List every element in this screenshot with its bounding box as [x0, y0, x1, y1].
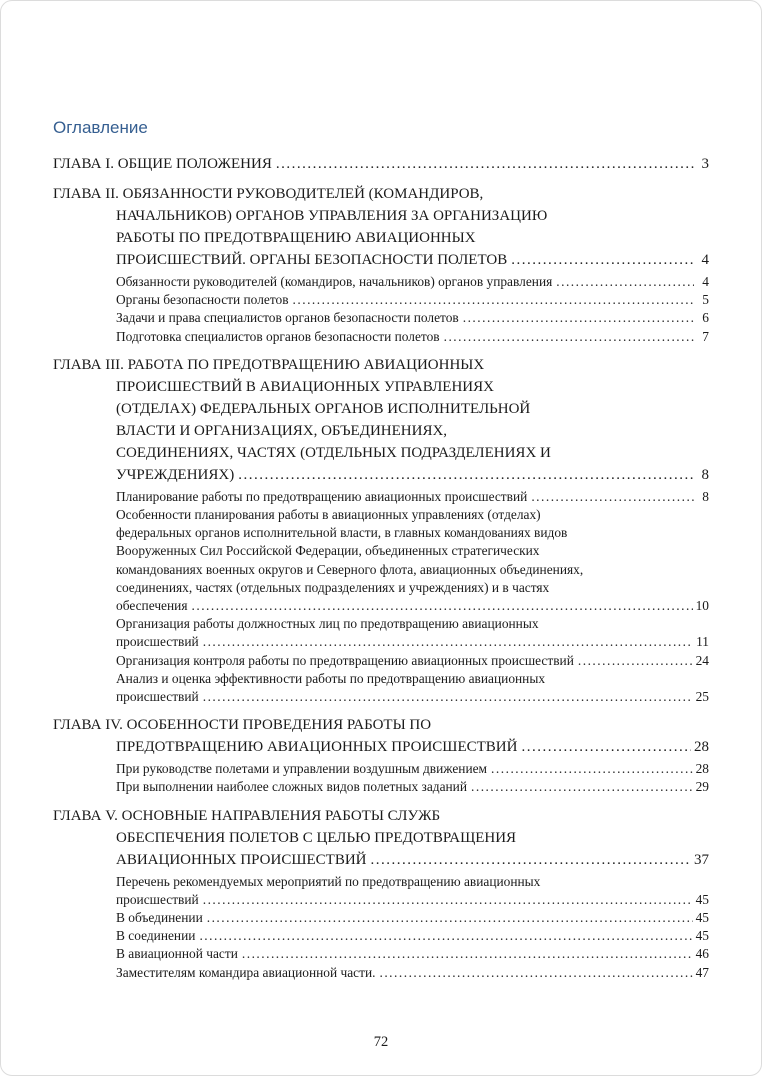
toc-entry-text: В соединении: [116, 928, 196, 944]
toc-entry-text: Планирование работы по предотвращению авиационных происшествий: [116, 488, 528, 504]
toc-entry-sub: [53, 328, 709, 346]
toc-entry-text: соединениях, частях (отдельных подразделениях и учреждениях) и в частях: [116, 579, 550, 595]
dot-leader: [444, 328, 694, 346]
dot-leader: [192, 597, 693, 615]
dot-leader: [203, 688, 693, 706]
dot-leader: [276, 153, 694, 175]
toc-entry-chapter: [53, 183, 709, 271]
toc-entry-sub: [53, 615, 709, 651]
toc-page-number: 8: [701, 466, 709, 483]
toc-entry-sub: [53, 670, 709, 706]
dot-leader: [203, 891, 693, 909]
toc-page-number: 47: [695, 964, 709, 980]
toc-page-number: 37: [694, 851, 709, 868]
dot-leader: [578, 652, 693, 670]
toc-entry-sub: [53, 273, 709, 291]
toc-entry-chapter: [53, 805, 709, 871]
toc-entry-text: ОБЕСПЕЧЕНИЯ ПОЛЕТОВ С ЦЕЛЬЮ ПРЕДОТВРАЩЕНИЯ: [116, 829, 517, 846]
dot-leader: [491, 760, 693, 778]
toc-entry-text: При руководстве полетами и управлении воздушным движением: [116, 761, 488, 777]
toc-entry-text: ВЛАСТИ И ОРГАНИЗАЦИЯХ, ОБЪЕДИНЕНИЯХ,: [116, 422, 448, 439]
toc-entry-text: Задачи и права специалистов органов безопасности полетов: [116, 310, 459, 326]
toc-entry-text: (ОТДЕЛАХ) ФЕДЕРАЛЬНЫХ ОРГАНОВ ИСПОЛНИТЕЛЬНОЙ: [116, 400, 531, 417]
toc-page-number: 4: [701, 252, 709, 268]
dot-leader: [379, 964, 692, 982]
toc-entry-text: Организация работы должностных лиц по предотвращению авиационных: [116, 616, 539, 632]
toc-page-number: 45: [695, 891, 709, 907]
toc-entry-text: Вооруженных Сил Российской Федерации, объединенных стратегических: [116, 543, 540, 559]
toc-entry-text: командованиях военных округов и Северного флота, авиационных объединениях,: [116, 561, 584, 577]
toc-entry-sub: [53, 964, 709, 982]
toc-entry-chapter: [53, 354, 709, 486]
toc-page-number: 11: [696, 634, 709, 650]
toc-heading: Оглавление: [53, 118, 148, 137]
toc-entry-text: Подготовка специалистов органов безопасности полетов: [116, 328, 440, 344]
toc-entry-text: АВИАЦИОННЫХ ПРОИСШЕСТВИЙ: [116, 851, 367, 868]
dot-leader: [371, 849, 692, 871]
toc-page-number: 46: [695, 946, 709, 962]
toc-entry-text: ПРЕДОТВРАЩЕНИЮ АВИАЦИОННЫХ ПРОИСШЕСТВИЙ: [116, 739, 518, 756]
toc-entry-sub: [53, 945, 709, 963]
toc-entry-text: Особенности планирования работы в авиационных управлениях (отделах): [116, 507, 541, 523]
toc-entry-text: федеральных органов исполнительной власти, в главных командованиях видов: [116, 525, 568, 541]
dot-leader: [463, 309, 694, 327]
toc-page-number: 6: [702, 310, 709, 326]
dot-leader: [207, 909, 693, 927]
toc-entry-text: ГЛАВА I. ОБЩИЕ ПОЛОЖЕНИЯ: [53, 156, 272, 172]
dot-leader: [531, 488, 694, 506]
toc-entry-text: Обязанности руководителей (командиров, начальников) органов управления: [116, 274, 553, 289]
dot-leader: [293, 291, 694, 309]
toc-entry-text: СОЕДИНЕНИЯХ, ЧАСТЯХ (ОТДЕЛЬНЫХ ПОДРАЗДЕЛЕНИЯХ И: [116, 444, 551, 461]
toc-entry-sub: [53, 909, 709, 927]
toc-entry-text: В авиационной части: [116, 946, 238, 962]
dot-leader: [242, 945, 693, 963]
toc-entry-text: ГЛАВА V. ОСНОВНЫЕ НАПРАВЛЕНИЯ РАБОТЫ СЛУЖБ: [53, 807, 441, 824]
toc-entry-text: Организация контроля работы по предотвращению авиационных происшествий: [116, 652, 574, 668]
toc-entry-text: ГЛАВА IV. ОСОБЕННОСТИ ПРОВЕДЕНИЯ РАБОТЫ ПО: [53, 717, 432, 734]
toc-entry-text: УЧРЕЖДЕНИЯХ): [116, 466, 235, 483]
toc-entry-text: Органы безопасности полетов: [116, 292, 289, 308]
toc-page-number: 10: [695, 598, 709, 614]
toc-list: [53, 153, 709, 982]
toc-entry-text: ПРОИСШЕСТВИЙ. ОРГАНЫ БЕЗОПАСНОСТИ ПОЛЕТОВ: [116, 252, 508, 268]
dot-leader: [203, 633, 693, 651]
toc-entry-text: НАЧАЛЬНИКОВ) ОРГАНОВ УПРАВЛЕНИЯ ЗА ОРГАНИЗАЦИЮ: [116, 208, 548, 224]
toc-entry-text: РАБОТЫ ПО ПРЕДОТВРАЩЕНИЮ АВИАЦИОННЫХ: [116, 230, 476, 246]
toc-entry-sub: [53, 488, 709, 506]
toc-entry-text: обеспечения: [116, 598, 188, 614]
toc-entry-text: Анализ и оценка эффективности работы по предотвращению авиационных: [116, 670, 546, 686]
toc-page-number: 45: [695, 910, 709, 926]
toc-page-number: 4: [702, 274, 709, 289]
toc-page-number: 45: [695, 928, 709, 944]
toc-entry-sub: [53, 309, 709, 327]
toc-page-number: 28: [694, 739, 709, 756]
toc-entry-text: Заместителям командира авиационной части.: [116, 964, 376, 980]
toc-entry-sub: [53, 652, 709, 670]
toc-page-number: 29: [695, 779, 709, 795]
toc-entry-text: происшествий: [116, 634, 199, 650]
dot-leader: [471, 778, 693, 796]
page-number-footer: 72: [373, 1034, 389, 1050]
toc-entry-text: происшествий: [116, 891, 199, 907]
toc-page-number: 8: [702, 488, 709, 504]
toc-page-number: 5: [702, 292, 709, 308]
toc-page-number: 24: [695, 652, 709, 668]
toc-page-number: 3: [701, 156, 709, 172]
toc-page-number: 7: [702, 328, 709, 344]
toc-entry-sub: [53, 778, 709, 796]
toc-entry-sub: [53, 506, 709, 615]
toc-page-number: 28: [695, 761, 709, 777]
toc-entry-sub: [53, 760, 709, 778]
toc-entry-sub: [53, 873, 709, 909]
dot-leader: [238, 464, 694, 486]
dot-leader: [511, 249, 694, 271]
toc-entry-text: При выполнении наиболее сложных видов полетных заданий: [116, 779, 468, 795]
toc-entry-chapter: [53, 714, 709, 758]
toc-entry-sub: [53, 291, 709, 309]
dot-leader: [521, 736, 691, 758]
dot-leader: [199, 927, 692, 945]
toc-entry-text: ГЛАВА III. РАБОТА ПО ПРЕДОТВРАЩЕНИЮ АВИАЦИОННЫХ: [53, 356, 485, 373]
toc-entry-text: ГЛАВА II. ОБЯЗАННОСТИ РУКОВОДИТЕЛЕЙ (КОМАНДИРОВ,: [53, 186, 484, 202]
dot-leader: [556, 273, 694, 291]
toc-entry-text: Перечень рекомендуемых мероприятий по предотвращению авиационных: [116, 873, 541, 889]
toc-entry-text: ПРОИСШЕСТВИЙ В АВИАЦИОННЫХ УПРАВЛЕНИЯХ: [116, 378, 494, 395]
toc-entry-text: В объединении: [116, 910, 203, 926]
toc-entry-chapter: [53, 153, 709, 175]
toc-entry-text: происшествий: [116, 689, 199, 705]
toc-entry-sub: [53, 927, 709, 945]
toc-page-number: 25: [695, 689, 709, 705]
